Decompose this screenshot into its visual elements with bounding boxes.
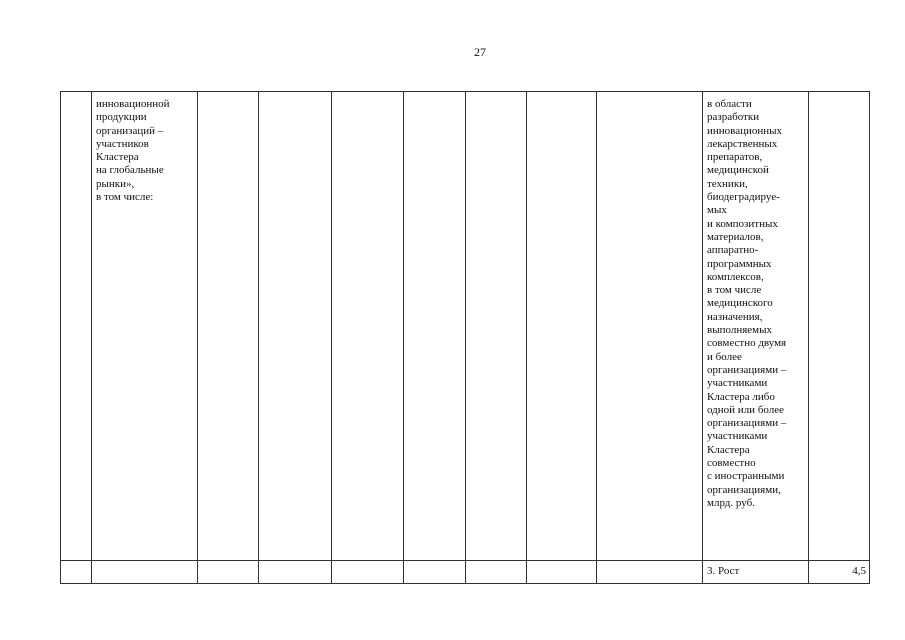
table-cell bbox=[198, 561, 259, 584]
table-cell-growth-value: 4,5 bbox=[809, 561, 870, 584]
table-cell bbox=[404, 92, 466, 561]
table-cell-indicator-name: инновационной продукции организаций – участников Кластера на глобальные рынки», в том числе: bbox=[92, 92, 198, 561]
table-cell bbox=[259, 561, 332, 584]
table-cell bbox=[61, 561, 92, 584]
table-cell bbox=[332, 92, 404, 561]
table-cell-indicator-description: в области разработки инновационных лекарственных препаратов, медицинской техники, биодеградируе- мых и композитных материалов, аппаратно- программных комплексов, в том числе медицинского назначения, выполняемых совместно двумя и более организациями – участниками Кластера либо одной или более организациями – участниками Кластера совместно с иностранными организациями, млрд. руб. bbox=[703, 92, 809, 561]
table-cell bbox=[466, 561, 527, 584]
table-cell bbox=[466, 92, 527, 561]
page-number: 27 bbox=[474, 45, 486, 59]
table-cell-number bbox=[61, 92, 92, 561]
table-cell bbox=[92, 561, 198, 584]
table-row bbox=[61, 92, 870, 561]
table-cell bbox=[198, 92, 259, 561]
table-cell-growth-label: 3. Рост bbox=[703, 561, 809, 584]
table-cell bbox=[527, 92, 597, 561]
table-cell bbox=[527, 561, 597, 584]
table-row bbox=[61, 561, 870, 584]
table-cell bbox=[597, 561, 703, 584]
indicators-table bbox=[60, 91, 870, 584]
table-cell bbox=[332, 561, 404, 584]
table-cell bbox=[404, 561, 466, 584]
table-cell-value bbox=[809, 92, 870, 561]
table-cell bbox=[597, 92, 703, 561]
table-cell bbox=[259, 92, 332, 561]
